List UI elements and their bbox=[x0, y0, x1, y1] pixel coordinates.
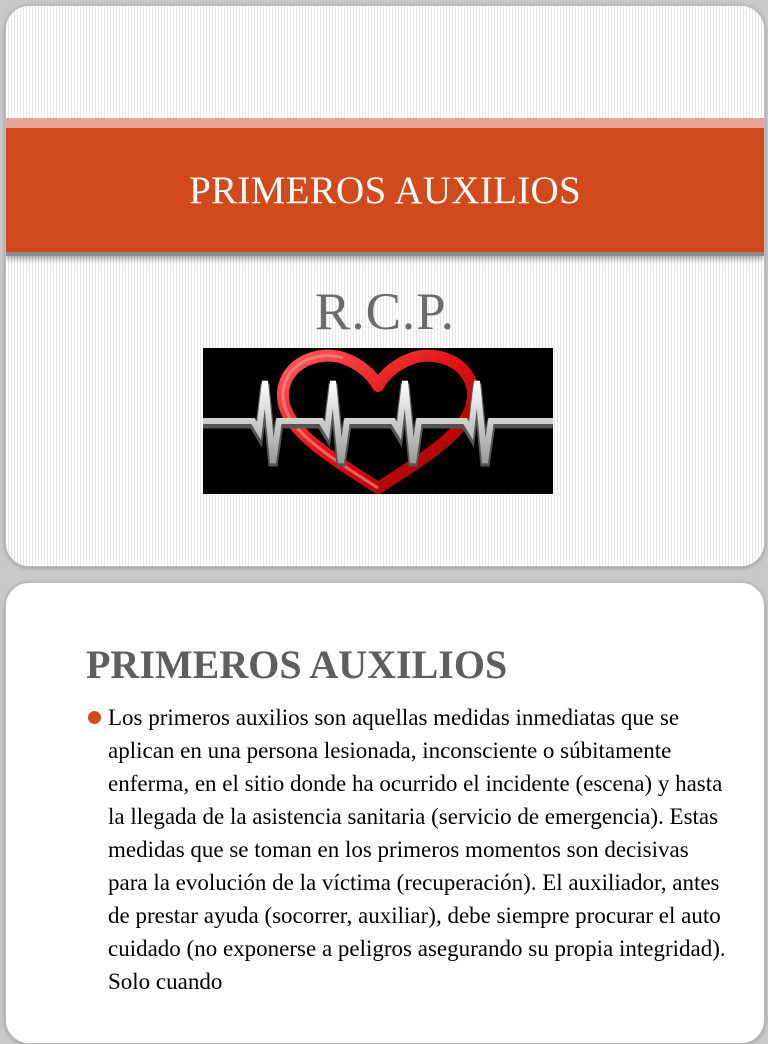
bullet-icon bbox=[88, 711, 101, 724]
content-slide bbox=[5, 582, 765, 1044]
title-band-accent bbox=[6, 118, 764, 128]
title-slide bbox=[5, 5, 765, 567]
content-title: PRIMEROS AUXILIOS bbox=[86, 642, 508, 687]
heart-ecg-icon bbox=[203, 348, 553, 494]
bullet-text: Los primeros auxilios son aquellas medidas inmediatas que se aplican en una persona lesionada, inconsciente o súbitamente enferma, en el sitio donde ha ocurrido el incidente (escena) y hasta la llegada de la asistencia sanitaria (servicio de emergencia). Estas medidas que se toman en los primeros momentos son decisivas para la evolución de la víctima (recuperación). El auxiliador, antes de prestar ayuda (socorrer, auxiliar), debe siempre procurar el auto cuidado (no exponerse a peligros asegurando su propia integridad). Solo cuando bbox=[108, 705, 726, 994]
slide-title: PRIMEROS AUXILIOS bbox=[189, 168, 581, 212]
title-band bbox=[6, 128, 764, 252]
slide-subtitle: R.C.P. bbox=[314, 283, 456, 341]
